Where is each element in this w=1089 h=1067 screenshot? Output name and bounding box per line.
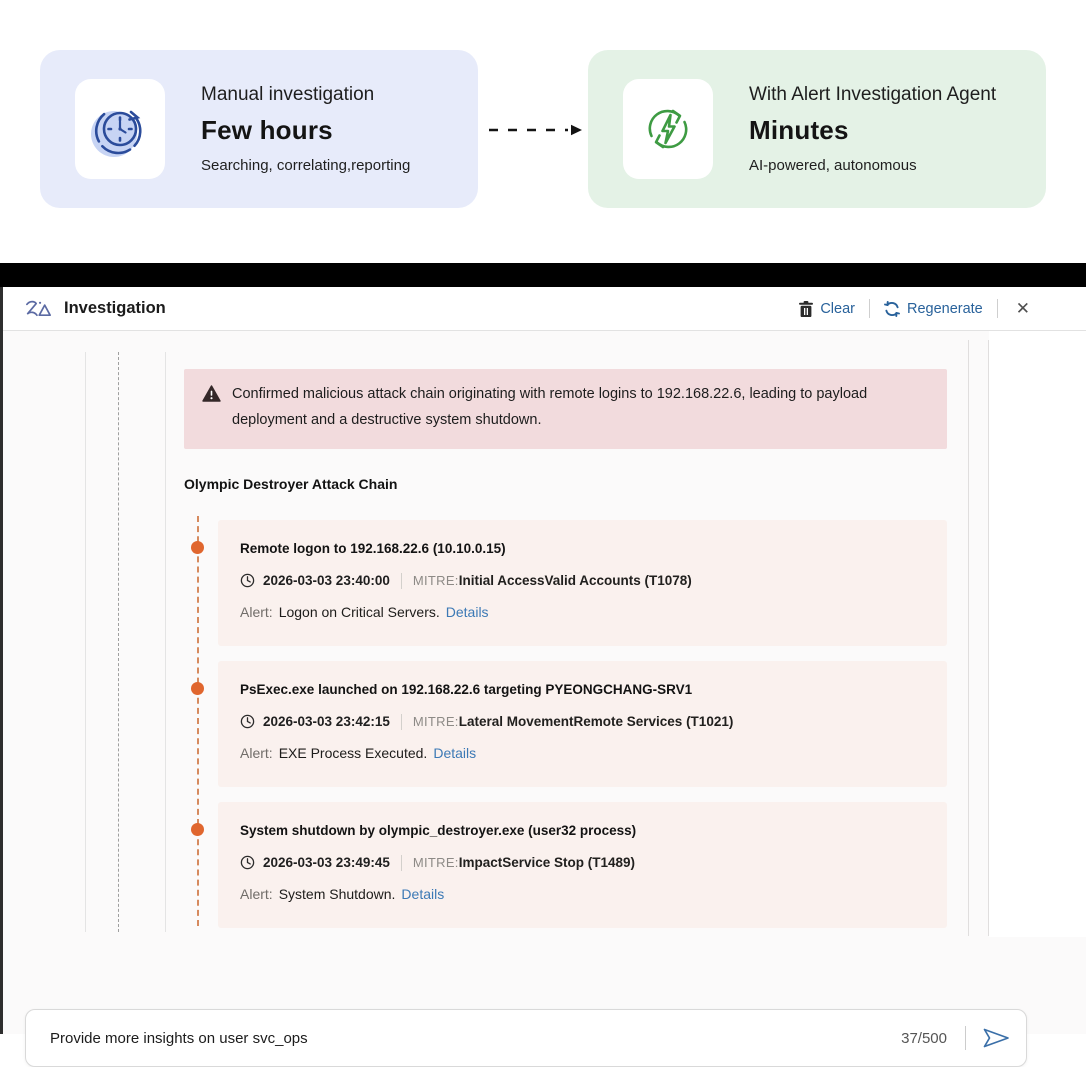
manual-card-duration: Few hours bbox=[201, 115, 333, 145]
mitre-label: MITRE: bbox=[412, 573, 459, 589]
chat-input[interactable] bbox=[50, 1030, 901, 1047]
agent-card-label: With Alert Investigation Agent bbox=[749, 84, 997, 105]
chat-input-bar bbox=[25, 1009, 1027, 1067]
step-time: 2026-03-03 23:42:15 bbox=[263, 714, 390, 730]
panel-title: Investigation bbox=[64, 299, 166, 317]
mitre-label: MITRE: bbox=[412, 855, 459, 871]
malicious-warning-banner bbox=[184, 369, 947, 449]
mitre-technique: Lateral MovementRemote Services (T1021) bbox=[458, 714, 734, 730]
step-title: System shutdown by olympic_destroyer.exe (user32 process) bbox=[240, 822, 637, 838]
panel-header bbox=[3, 287, 1086, 331]
attack-chain-timeline bbox=[184, 520, 947, 928]
timeline-step-1 bbox=[218, 520, 947, 646]
header-divider bbox=[869, 299, 870, 318]
clock-icon bbox=[240, 573, 255, 588]
chat-content bbox=[184, 331, 947, 943]
investigation-panel bbox=[0, 287, 1086, 1047]
gutter-line-right bbox=[165, 352, 166, 932]
refresh-icon bbox=[884, 301, 900, 317]
trash-icon bbox=[799, 301, 813, 317]
warning-icon bbox=[202, 385, 221, 402]
timeline-step-2 bbox=[218, 661, 947, 787]
send-icon bbox=[982, 1028, 1010, 1048]
dashed-arrow-icon bbox=[487, 122, 583, 138]
agent-investigation-card bbox=[588, 50, 1046, 208]
clock-icon bbox=[240, 714, 255, 729]
mitre-technique: ImpactService Stop (T1489) bbox=[458, 855, 636, 871]
mitre-label: MITRE: bbox=[412, 714, 459, 730]
manual-card-label: Manual investigation bbox=[201, 84, 375, 105]
manual-card-subtitle: Searching, correlating,reporting bbox=[201, 157, 411, 174]
details-link[interactable]: Details bbox=[401, 885, 445, 902]
header-divider bbox=[997, 299, 998, 318]
clear-button-label: Clear bbox=[820, 300, 855, 317]
alert-label: Alert: bbox=[240, 603, 273, 620]
meta-divider bbox=[401, 573, 402, 589]
step-title: PsExec.exe launched on 192.168.22.6 targeting PYEONGCHANG-SRV1 bbox=[240, 681, 693, 697]
sync-bolt-icon bbox=[639, 100, 697, 158]
timeline-dashed-line bbox=[197, 516, 199, 926]
details-link[interactable]: Details bbox=[445, 603, 489, 620]
alert-name: EXE Process Executed. bbox=[278, 744, 428, 761]
scrollbar-track-left bbox=[968, 340, 969, 936]
close-icon[interactable]: ✕ bbox=[1015, 299, 1030, 318]
timeline-dot bbox=[191, 823, 204, 836]
right-margin bbox=[989, 331, 1089, 937]
attack-chain-title: Olympic Destroyer Attack Chain bbox=[184, 475, 398, 492]
meta-divider bbox=[401, 714, 402, 730]
step-time: 2026-03-03 23:49:45 bbox=[263, 855, 390, 871]
clock-icon bbox=[240, 855, 255, 870]
gutter-dashed-line bbox=[118, 352, 119, 932]
alert-name: System Shutdown. bbox=[278, 885, 396, 902]
regenerate-button[interactable] bbox=[884, 301, 983, 317]
meta-divider bbox=[401, 855, 402, 871]
clear-button[interactable] bbox=[799, 301, 855, 317]
mitre-technique: Initial AccessValid Accounts (T1078) bbox=[458, 573, 692, 589]
step-time: 2026-03-03 23:40:00 bbox=[263, 573, 390, 589]
agent-icon-tile bbox=[623, 79, 713, 179]
agent-card-subtitle: AI-powered, autonomous bbox=[749, 157, 917, 174]
alert-name: Logon on Critical Servers. bbox=[278, 603, 440, 620]
alert-label: Alert: bbox=[240, 744, 273, 761]
timeline-dot bbox=[191, 541, 204, 554]
step-title: Remote logon to 192.168.22.6 (10.10.0.15) bbox=[240, 540, 506, 556]
alert-label: Alert: bbox=[240, 885, 273, 902]
manual-investigation-card bbox=[40, 50, 478, 208]
zia-logo-icon bbox=[23, 297, 54, 321]
section-divider-bar bbox=[0, 263, 1086, 287]
timeline-dot bbox=[191, 682, 204, 695]
scrollbar-track-right[interactable] bbox=[988, 340, 989, 936]
panel-body bbox=[3, 331, 1086, 1047]
agent-card-duration: Minutes bbox=[749, 115, 849, 145]
input-divider bbox=[965, 1026, 966, 1050]
banner-text: Confirmed malicious attack chain originating with remote logins to 192.168.22.6, leading to payload deployment and a destructive system shutdown. bbox=[232, 386, 868, 428]
clock-history-icon bbox=[91, 100, 149, 158]
manual-icon-tile bbox=[75, 79, 165, 179]
char-counter: 37/500 bbox=[901, 1029, 947, 1047]
timeline-step-3 bbox=[218, 802, 947, 928]
regenerate-button-label: Regenerate bbox=[906, 300, 983, 317]
send-button[interactable] bbox=[982, 1028, 1010, 1048]
details-link[interactable]: Details bbox=[433, 744, 477, 761]
gutter-line-left bbox=[85, 352, 86, 932]
